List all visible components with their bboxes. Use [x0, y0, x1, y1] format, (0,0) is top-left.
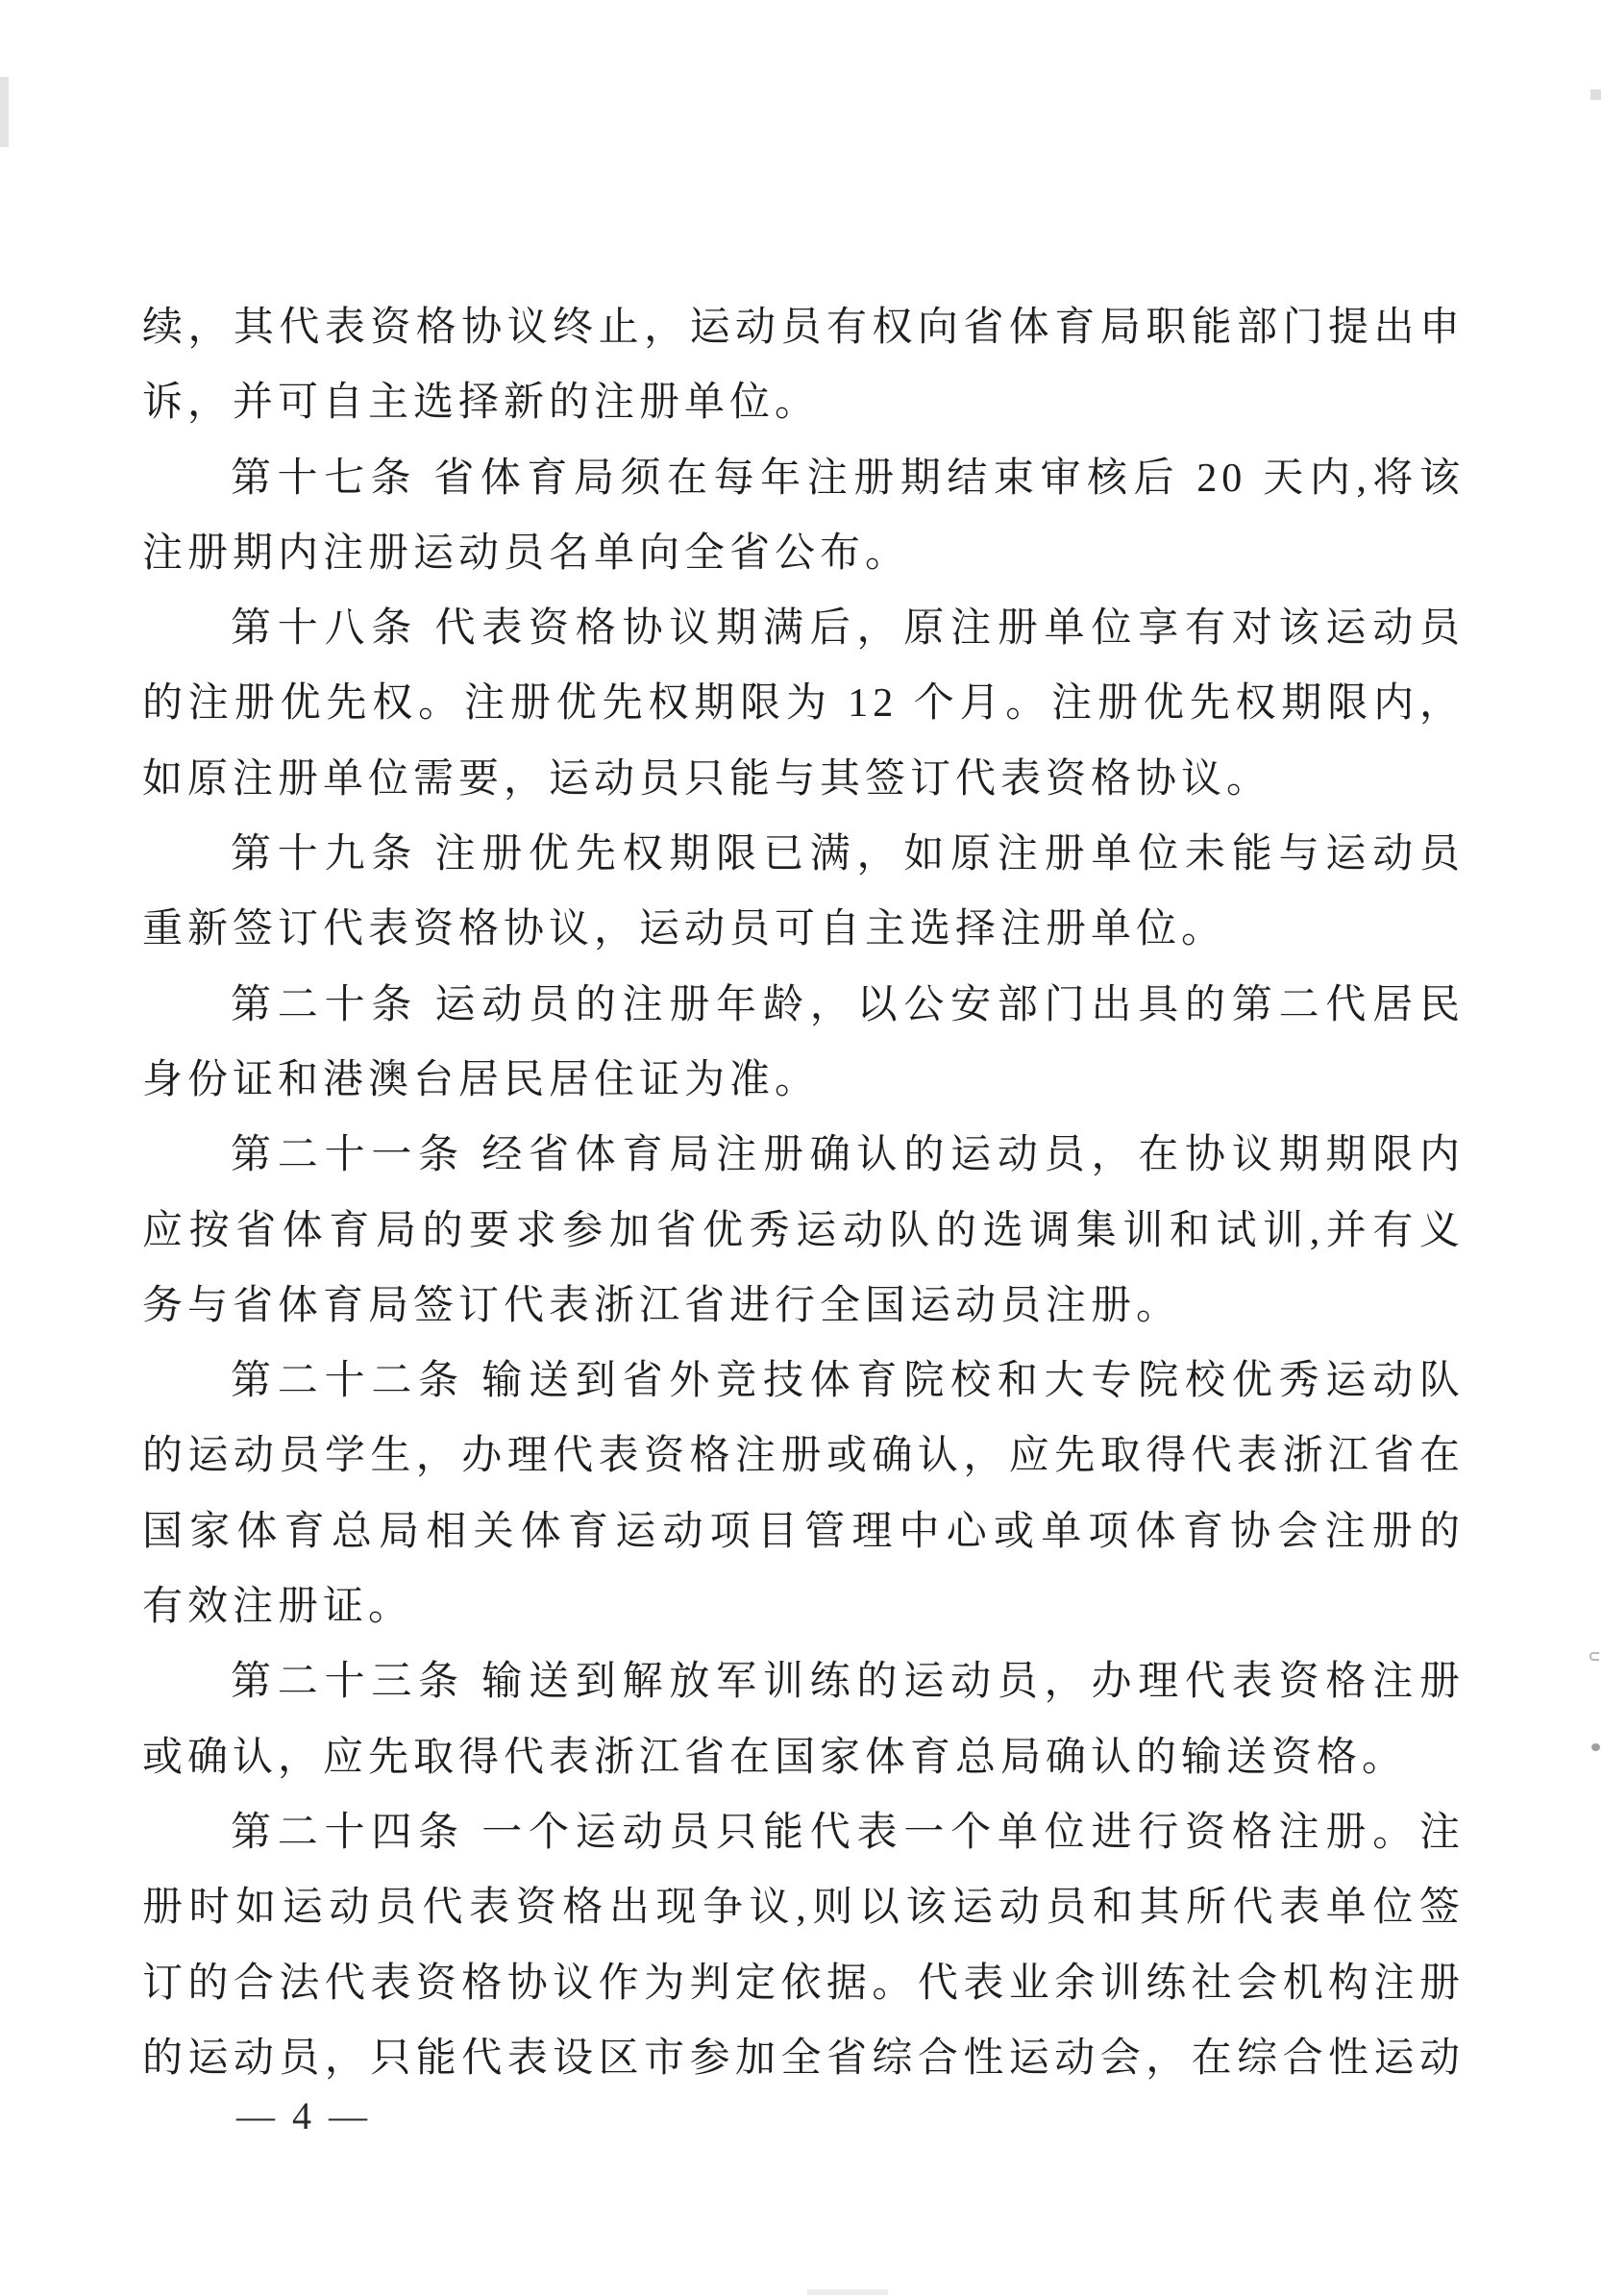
document-line: 有效注册证。: [142, 1585, 414, 1630]
document-line: 务与省体育局签订代表浙江省进行全国运动员注册。: [142, 1283, 1182, 1328]
document-line-article-18: 第十八条 代表资格协议期满后，原注册单位享有对该运动员: [231, 606, 1465, 652]
document-line: 注册期内注册运动员名单向全省公布。: [142, 531, 911, 576]
document-body: [142, 290, 1465, 2096]
page-number: — 4 —: [236, 2094, 371, 2137]
document-line: 的运动员学生，办理代表资格注册或确认，应先取得代表浙江省在: [142, 1434, 1465, 1479]
scan-artifact-left-bar: [0, 77, 9, 147]
document-line: 重新签订代表资格协议，运动员可自主选择注册单位。: [142, 907, 1227, 952]
document-line: 订的合法代表资格协议作为判定依据。代表业余训练社会机构注册: [142, 1961, 1465, 2006]
document-line-article-20: 第二十条 运动员的注册年龄，以公安部门出具的第二代居民: [231, 982, 1465, 1027]
document-line-article-22: 第二十二条 输送到省外竞技体育院校和大专院校优秀运动队: [231, 1359, 1465, 1404]
document-line-article-19: 第十九条 注册优先权期限已满，如原注册单位未能与运动员: [231, 832, 1465, 877]
document-line-article-17: 第十七条 省体育局须在每年注册期结束审核后 20 天内,将该: [231, 456, 1465, 501]
document-line: 的运动员，只能代表设区市参加全省综合性运动会，在综合性运动: [142, 2036, 1465, 2081]
document-line: 国家体育总局相关体育运动项目管理中心或单项体育协会注册的: [142, 1509, 1465, 1554]
document-line: 应按省体育局的要求参加省优秀运动队的选调集训和试训,并有义: [142, 1208, 1465, 1253]
document-line: 如原注册单位需要，运动员只能与其签订代表资格协议。: [142, 756, 1272, 802]
scan-artifact-top-right-square: [1590, 89, 1601, 100]
document-line: 或确认，应先取得代表浙江省在国家体育总局确认的输送资格。: [142, 1735, 1408, 1780]
document-line: 册时如运动员代表资格出现争议,则以该运动员和其所代表单位签: [142, 1886, 1465, 1931]
document-line: 诉，并可自主选择新的注册单位。: [142, 381, 821, 426]
document-line-article-23: 第二十三条 输送到解放军训练的运动员，办理代表资格注册: [231, 1660, 1465, 1705]
scan-artifact-right-mark: [1590, 1652, 1599, 1661]
document-line-article-24: 第二十四条 一个运动员只能代表一个单位进行资格注册。注: [231, 1810, 1465, 1855]
scan-artifact-bottom-smudge: [807, 2289, 888, 2295]
document-line: 身份证和港澳台居民居住证为准。: [142, 1057, 821, 1102]
scan-artifact-right-dot: [1591, 1743, 1600, 1751]
document-line-article-21: 第二十一条 经省体育局注册确认的运动员，在协议期期限内: [231, 1133, 1465, 1178]
document-line: 的注册优先权。注册优先权期限为 12 个月。注册优先权期限内，: [142, 681, 1465, 727]
document-line: 续，其代表资格协议终止，运动员有权向省体育局职能部门提出申: [142, 306, 1465, 350]
